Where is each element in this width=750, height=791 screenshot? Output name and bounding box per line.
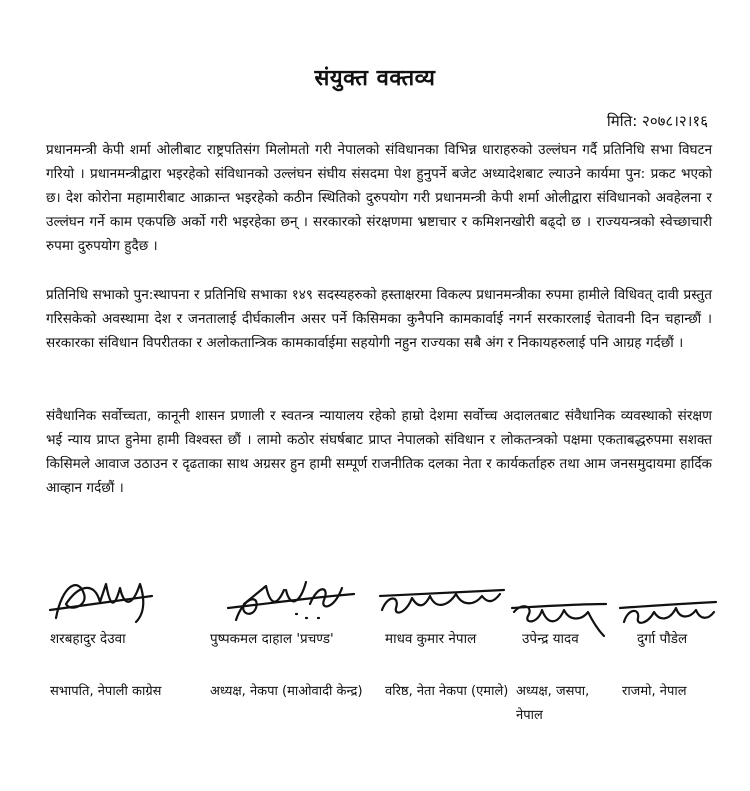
document-date: मिति: २०७८।२।१६ (606, 112, 708, 130)
signatory-role-5: राजमो, नेपाल (622, 684, 687, 699)
paragraph-1: प्रधानमन्त्री केपी शर्मा ओलीबाट राष्ट्रपतिसंग मिलोमतो गरी नेपालको संविधानका विभिन्न धाराहरुको उल्लंघन गर्दै प्रतिनिधि सभा विघटन गरियो । प्रधानमन्त्रीद्वारा भइरहेको संविधानको उल्लंघन संघीय संसदमा पेश हुनुपर्ने बजेट अध्यादेशबाट ल्याउने कार्यमा पुन: प्रकट भएको छ। देश कोरोना महामारीबाट आक्रान्त भइरहेको कठीन स्थितिको दुरुपयोग गरी प्रधानमन्त्री केपी शर्मा ओलीद्वारा संविधानको अवहेलना र उल्लंघन गर्ने काम एकपछि अर्को गरी भइरहेका छन् । सरकारको संरक्षणमा भ्रष्टाचार र कमिशनखोरी बढ्दो छ । राज्ययन्त्रको स्वेच्छाचारी रुपमा दुरुपयोग हुदैछ । (46, 142, 712, 254)
signatory-name-2: पुष्पकमल दाहाल 'प्रचण्ड' (210, 631, 334, 647)
signatory-name-1: शरबहादुर देउवा (50, 631, 126, 647)
signature-2 (226, 574, 366, 628)
signatory-name-5: दुर्गा पौडेल (637, 631, 688, 647)
signatory-role-1: सभापति, नेपाली काग्रेस (50, 684, 162, 699)
signature-5 (618, 598, 718, 632)
paragraph-3: संवैधानिक सर्वोच्चता, कानूनी शासन प्रणाली र स्वतन्त्र न्यायालय रहेको हाम्रो देशमा सर्वोच्च अदालतबाट संवैधानिक व्यवस्थाको संरक्षण भई न्याय प्राप्त हुनेमा हामी विश्वस्त छौं । लामो कठोर संघर्षबाट प्राप्त नेपालको संविधान र लोकतन्त्रको पक्षमा एकताबद्धरुपमा सशक्त किसिमले आवाज उठाउन र दृढताका साथ अग्रसर हुन हामी सम्पूर्ण राजनीतिक दलका नेता र कार्यकर्ताहरु तथा आम जनसमुदायमा हार्दिक आव्हान गर्दछौं । (46, 408, 712, 496)
signatory-role-3: वरिष्ठ, नेता नेकपा (एमाले) (385, 684, 509, 699)
signature-1 (48, 566, 158, 626)
signatory-role-2: अध्यक्ष, नेकपा (माओवादी केन्द्र) (210, 684, 363, 699)
signature-3 (378, 584, 508, 624)
paragraph-2: प्रतिनिधि सभाको पुन:स्थापना र प्रतिनिधि सभाका १४९ सदस्यहरुको हस्ताक्षरमा विकल्प प्रधानमन्त्रीका रुपमा हामीले विधिवत् दावी प्रस्तुत गरिसकेको अवस्थामा देश र जनतालाई दीर्घकालीन असर पर्ने किसिमका कुनैपनि कामकार्वाई नगर्न सरकारलाई चेतावनी दिन चहान्छौं । सरकारका संविधान विपरीतका र अलोकतान्त्रिक कामकार्वाईमा सहयोगी नहुन राज्यका सबै अंग र निकायहरुलाई पनि आग्रह गर्दछौं । (46, 287, 712, 351)
signatory-name-3: माधव कुमार नेपाल (385, 631, 477, 647)
signatory-name-4: उपेन्द्र यादव (522, 631, 579, 647)
signatory-role-4: अध्यक्ष, जसपा, नेपाल (516, 684, 590, 723)
document-title: संयुक्त वक्तव्य (314, 66, 436, 91)
